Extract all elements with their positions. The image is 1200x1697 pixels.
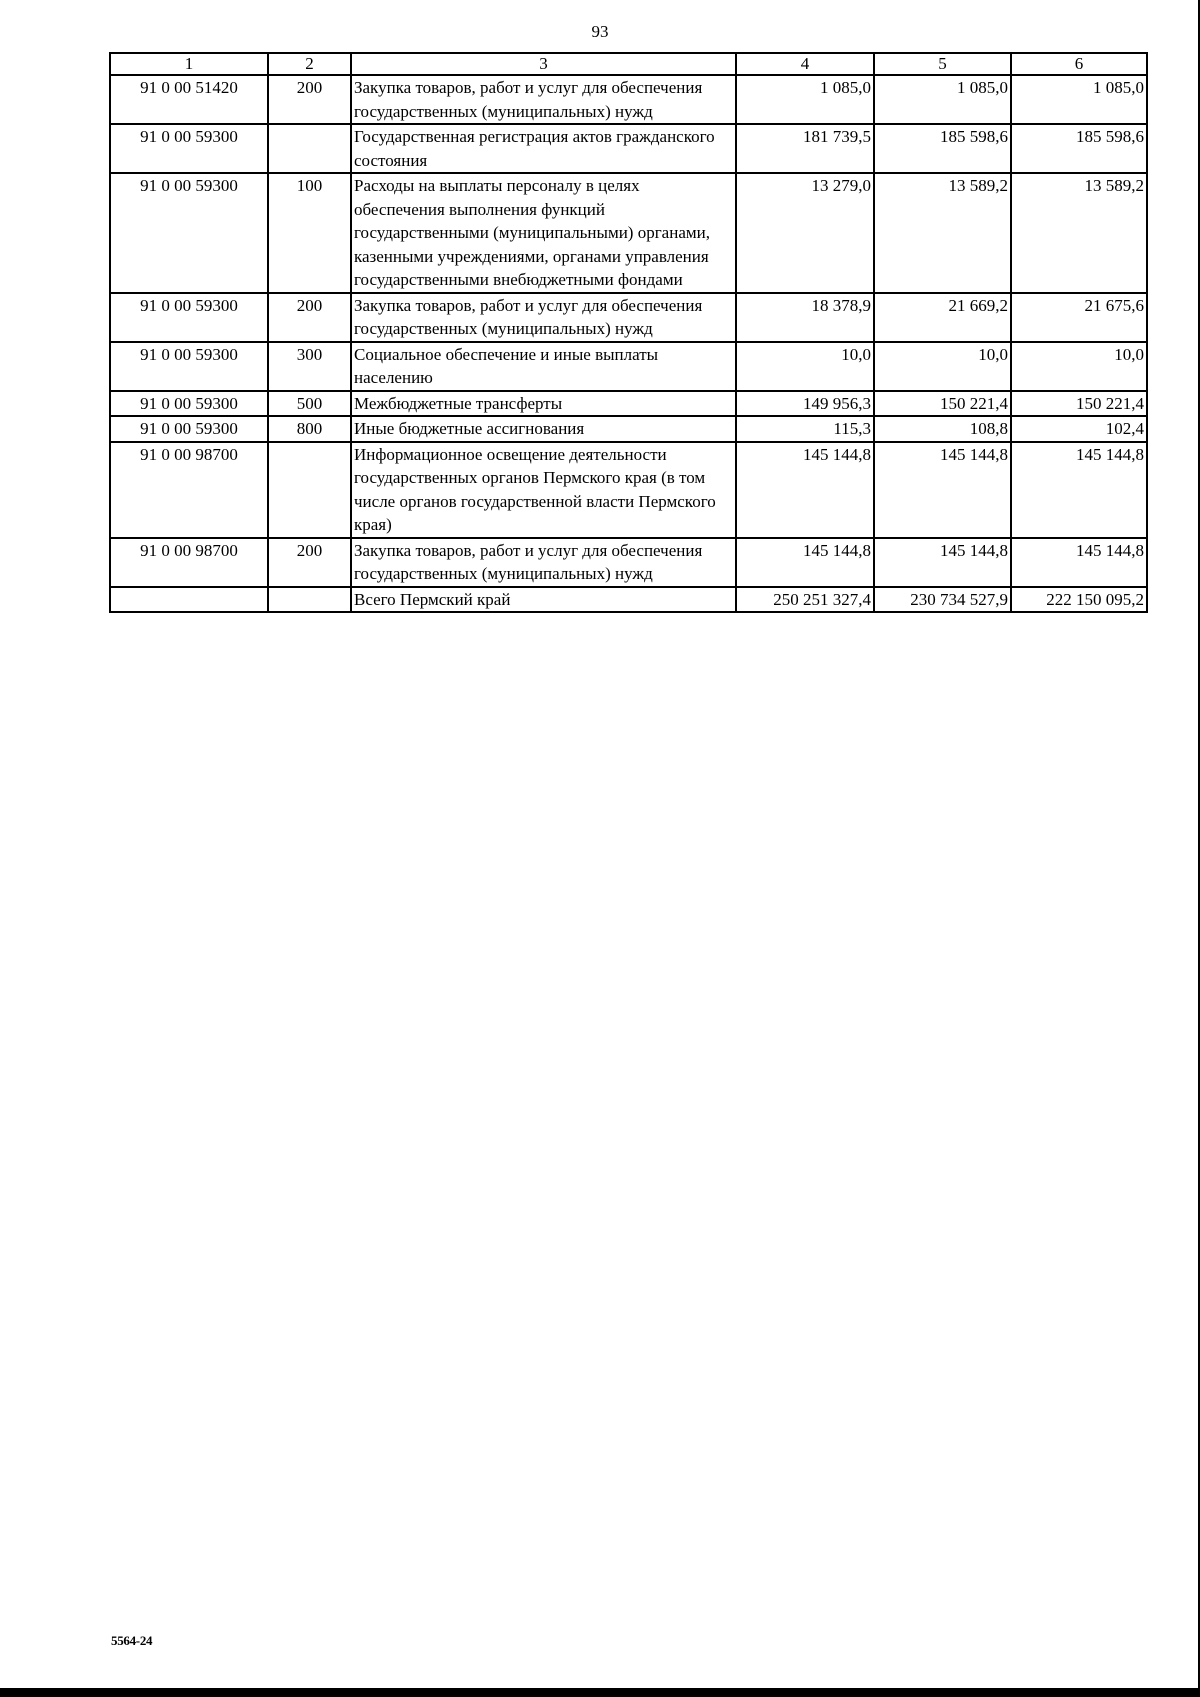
amount-col-4-cell: 149 956,3 [736,391,874,417]
target-code-cell: 91 0 00 98700 [110,538,268,587]
amount-col-6-cell: 21 675,6 [1011,293,1147,342]
header-col-5: 5 [874,53,1011,75]
table-row [110,75,1147,124]
expense-type-cell [268,587,351,613]
expense-type-cell: 300 [268,342,351,391]
total-col-4-cell: 250 251 327,4 [736,587,874,613]
table-row [110,416,1147,442]
total-col-6-cell: 222 150 095,2 [1011,587,1147,613]
scan-bottom-bar [0,1688,1200,1697]
name-cell: Государственная регистрация актов гражданского состояния [351,124,736,173]
expense-type-cell: 800 [268,416,351,442]
target-code-cell: 91 0 00 59300 [110,391,268,417]
target-code-cell: 91 0 00 59300 [110,124,268,173]
amount-col-4-cell: 10,0 [736,342,874,391]
amount-col-5-cell: 185 598,6 [874,124,1011,173]
amount-col-4-cell: 145 144,8 [736,538,874,587]
amount-col-4-cell: 181 739,5 [736,124,874,173]
name-cell: Расходы на выплаты персоналу в целях обеспечения выполнения функций государственными (муниципальными) органами, казенными учреждениями, органами управления государственными внебюджетными фондами [351,173,736,293]
amount-col-6-cell: 10,0 [1011,342,1147,391]
amount-col-4-cell: 145 144,8 [736,442,874,538]
target-code-cell: 91 0 00 59300 [110,416,268,442]
expense-type-cell [268,124,351,173]
target-code-cell: 91 0 00 98700 [110,442,268,538]
amount-col-4-cell: 115,3 [736,416,874,442]
amount-col-6-cell: 13 589,2 [1011,173,1147,293]
total-label-cell: Всего Пермский край [351,587,736,613]
name-cell: Закупка товаров, работ и услуг для обеспечения государственных (муниципальных) нужд [351,293,736,342]
expense-type-cell: 500 [268,391,351,417]
table-row [110,173,1147,293]
target-code-cell [110,587,268,613]
amount-col-5-cell: 21 669,2 [874,293,1011,342]
amount-col-5-cell: 145 144,8 [874,442,1011,538]
name-cell: Закупка товаров, работ и услуг для обеспечения государственных (муниципальных) нужд [351,538,736,587]
amount-col-4-cell: 13 279,0 [736,173,874,293]
expense-type-cell: 200 [268,538,351,587]
table-row [110,538,1147,587]
name-cell: Иные бюджетные ассигнования [351,416,736,442]
document-code: 5564-24 [111,1633,153,1648]
budget-table [109,52,1148,613]
amount-col-5-cell: 10,0 [874,342,1011,391]
amount-col-6-cell: 145 144,8 [1011,538,1147,587]
expense-type-cell: 100 [268,173,351,293]
name-cell: Социальное обеспечение и иные выплаты населению [351,342,736,391]
header-col-1: 1 [110,53,268,75]
header-col-3: 3 [351,53,736,75]
amount-col-6-cell: 1 085,0 [1011,75,1147,124]
target-code-cell: 91 0 00 59300 [110,342,268,391]
page-number: 93 [591,22,609,41]
amount-col-5-cell: 145 144,8 [874,538,1011,587]
table-row [110,342,1147,391]
target-code-cell: 91 0 00 59300 [110,293,268,342]
expense-type-cell [268,442,351,538]
total-col-5-cell: 230 734 527,9 [874,587,1011,613]
name-cell: Межбюджетные трансферты [351,391,736,417]
target-code-cell: 91 0 00 59300 [110,173,268,293]
amount-col-5-cell: 1 085,0 [874,75,1011,124]
table-header-row [110,53,1147,75]
amount-col-6-cell: 145 144,8 [1011,442,1147,538]
amount-col-6-cell: 102,4 [1011,416,1147,442]
header-col-4: 4 [736,53,874,75]
amount-col-6-cell: 150 221,4 [1011,391,1147,417]
total-row [110,587,1147,613]
header-col-2: 2 [268,53,351,75]
table-row [110,442,1147,538]
table-row [110,124,1147,173]
amount-col-6-cell: 185 598,6 [1011,124,1147,173]
amount-col-4-cell: 18 378,9 [736,293,874,342]
expense-type-cell: 200 [268,75,351,124]
amount-col-5-cell: 150 221,4 [874,391,1011,417]
name-cell: Информационное освещение деятельности государственных органов Пермского края (в том числе органов государственной власти Пермского края) [351,442,736,538]
target-code-cell: 91 0 00 51420 [110,75,268,124]
table-row [110,293,1147,342]
expense-type-cell: 200 [268,293,351,342]
name-cell: Закупка товаров, работ и услуг для обеспечения государственных (муниципальных) нужд [351,75,736,124]
amount-col-5-cell: 13 589,2 [874,173,1011,293]
header-col-6: 6 [1011,53,1147,75]
amount-col-5-cell: 108,8 [874,416,1011,442]
amount-col-4-cell: 1 085,0 [736,75,874,124]
table-row [110,391,1147,417]
